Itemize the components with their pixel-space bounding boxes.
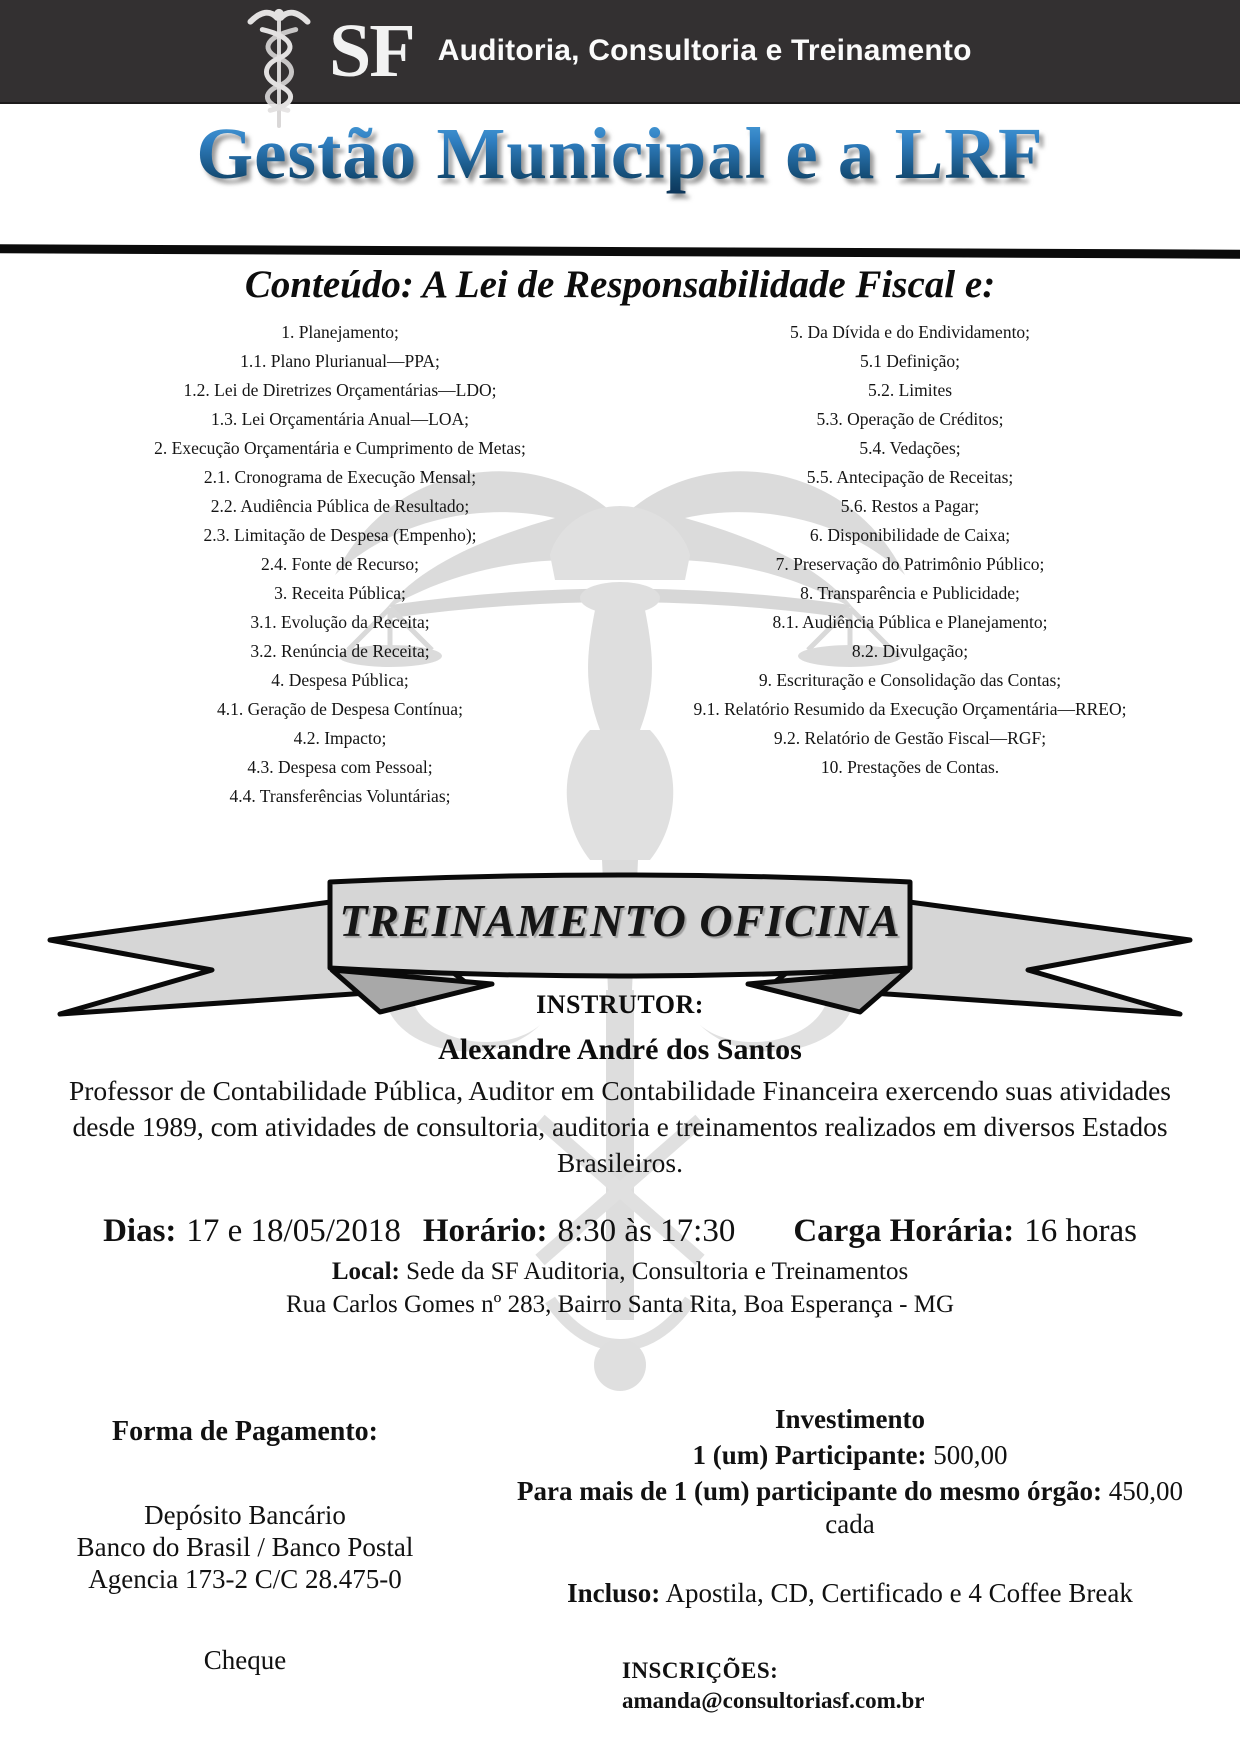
header-bar bbox=[0, 0, 1240, 104]
instructor-heading: INSTRUTOR: bbox=[536, 990, 704, 1019]
list-item: 3.1. Evolução da Receita; bbox=[250, 612, 430, 632]
content-heading: Conteúdo: A Lei de Responsabilidade Fiscal e: bbox=[244, 263, 996, 306]
investment-group-line bbox=[470, 1476, 1230, 1507]
list-item: 1. Planejamento; bbox=[281, 322, 399, 342]
list-item: 2.3. Limitação de Despesa (Empenho); bbox=[203, 525, 477, 545]
training-banner bbox=[40, 866, 1200, 1022]
list-item: 2.1. Cronograma de Execução Mensal; bbox=[203, 467, 477, 487]
workload-label: Carga Horária: bbox=[793, 1213, 1015, 1249]
payment-bank: Banco do Brasil / Banco Postal bbox=[76, 1532, 414, 1562]
list-item: 8.1. Audiência Pública e Planejamento; bbox=[772, 612, 1048, 632]
list-item: 4. Despesa Pública; bbox=[271, 670, 409, 690]
brand-tagline: Auditoria, Consultoria e Treinamento bbox=[437, 34, 972, 67]
list-item: 8. Transparência e Publicidade; bbox=[800, 583, 1020, 603]
schedule-row bbox=[0, 1213, 1240, 1250]
logo bbox=[243, 0, 972, 102]
list-item: 5.6. Restos a Pagar; bbox=[840, 496, 980, 516]
list-item: 4.1. Geração de Despesa Contínua; bbox=[217, 699, 463, 719]
list-item: 7. Preservação do Patrimônio Público; bbox=[775, 554, 1045, 574]
banner-label: TREINAMENTO OFICINA bbox=[339, 895, 901, 946]
list-item: 5.2. Limites bbox=[867, 380, 953, 400]
list-item: 1.3. Lei Orçamentária Anual—LOA; bbox=[210, 409, 470, 429]
investment-heading: Investimento bbox=[775, 1404, 925, 1434]
list-item: 5.4. Vedações; bbox=[859, 438, 961, 458]
days-label: Dias: bbox=[103, 1213, 177, 1249]
content-column-left bbox=[70, 318, 610, 811]
list-item: 8.2. Divulgação; bbox=[851, 641, 969, 661]
list-item: 2. Execução Orçamentária e Cumprimento de Metas; bbox=[154, 438, 526, 458]
venue-line bbox=[0, 1258, 1240, 1286]
list-item: 9. Escrituração e Consolidação das Contas; bbox=[758, 670, 1062, 690]
venue-label: Local: bbox=[331, 1258, 400, 1285]
instructor-name: Alexandre André dos Santos bbox=[438, 1033, 802, 1066]
venue-value: Sede da SF Auditoria, Consultoria e Treinamentos bbox=[406, 1258, 909, 1285]
days-value: 17 e 18/05/2018 bbox=[186, 1213, 401, 1249]
page-title: Gestão Municipal e a LRF bbox=[0, 112, 1240, 196]
list-item: 1.1. Plano Plurianual—PPA; bbox=[240, 351, 440, 371]
list-item: 3. Receita Pública; bbox=[274, 583, 406, 603]
list-item: 4.4. Transferências Voluntárias; bbox=[229, 786, 451, 806]
payment-heading: Forma de Pagamento: bbox=[112, 1416, 378, 1447]
list-item: 9.2. Relatório de Gestão Fiscal—RGF; bbox=[773, 728, 1047, 748]
list-item: 9.1. Relatório Resumido da Execução Orçamentária—RREO; bbox=[693, 699, 1127, 719]
time-label: Horário: bbox=[422, 1213, 548, 1249]
list-item: 2.4. Fonte de Recurso; bbox=[261, 554, 419, 574]
list-item: 5.5. Antecipação de Receitas; bbox=[806, 467, 1014, 487]
group-participant-label: Para mais de 1 (um) participante do mesmo órgão: bbox=[517, 1476, 1102, 1506]
caduceus-icon bbox=[243, 2, 315, 130]
time-value: 8:30 às 17:30 bbox=[557, 1213, 736, 1249]
included-value: Apostila, CD, Certificado e 4 Coffee Break bbox=[665, 1578, 1133, 1608]
payment-alt-method: Cheque bbox=[203, 1645, 287, 1675]
list-item: 5.3. Operação de Créditos; bbox=[816, 409, 1004, 429]
workload-value: 16 horas bbox=[1024, 1213, 1137, 1249]
registration-email: amanda@consultoriasf.com.br bbox=[622, 1688, 925, 1713]
content-column-right bbox=[625, 318, 1195, 811]
list-item: 2.2. Audiência Pública de Resultado; bbox=[210, 496, 470, 516]
included-label: Incluso: bbox=[567, 1578, 661, 1608]
investment-single-line bbox=[470, 1440, 1230, 1471]
registration-heading: INSCRIÇÕES: bbox=[622, 1658, 779, 1683]
investment-section bbox=[470, 1404, 1230, 1609]
included-line bbox=[470, 1578, 1230, 1609]
schedule-section bbox=[0, 1213, 1240, 1319]
list-item: 6. Disponibilidade de Caixa; bbox=[809, 525, 1011, 545]
brand-initials: SF bbox=[329, 9, 414, 93]
single-participant-value: 500,00 bbox=[933, 1440, 1008, 1470]
instructor-bio: Professor de Contabilidade Pública, Auditor em Contabilidade Financeira exercendo suas atividades desde 1989, com atividades de consultoria, auditoria e treinamentos realizados em diversos Estados Brasileiros. bbox=[68, 1075, 1171, 1178]
payment-account: Agencia 173-2 C/C 28.475-0 bbox=[88, 1564, 402, 1594]
list-item: 5. Da Dívida e do Endividamento; bbox=[789, 322, 1031, 342]
divider-line bbox=[0, 244, 1240, 258]
group-participant-value: 450,00 bbox=[1108, 1476, 1183, 1506]
payment-method: Depósito Bancário bbox=[144, 1500, 346, 1530]
list-item: 3.2. Renúncia de Receita; bbox=[250, 641, 430, 661]
list-item: 4.2. Impacto; bbox=[293, 728, 387, 748]
list-item: 5.1 Definição; bbox=[859, 351, 961, 371]
list-item: 10. Prestações de Contas. bbox=[820, 757, 1000, 777]
list-item: 4.3. Despesa com Pessoal; bbox=[247, 757, 433, 777]
list-item: 1.2. Lei de Diretrizes Orçamentárias—LDO; bbox=[183, 380, 497, 400]
content-columns bbox=[0, 318, 1240, 811]
registration-section bbox=[622, 1658, 925, 1714]
address-line: Rua Carlos Gomes nº 283, Bairro Santa Rita, Boa Esperança - MG bbox=[285, 1291, 955, 1318]
payment-section bbox=[35, 1416, 455, 1676]
group-participant-suffix: cada bbox=[825, 1509, 875, 1539]
single-participant-label: 1 (um) Participante: bbox=[692, 1440, 927, 1470]
